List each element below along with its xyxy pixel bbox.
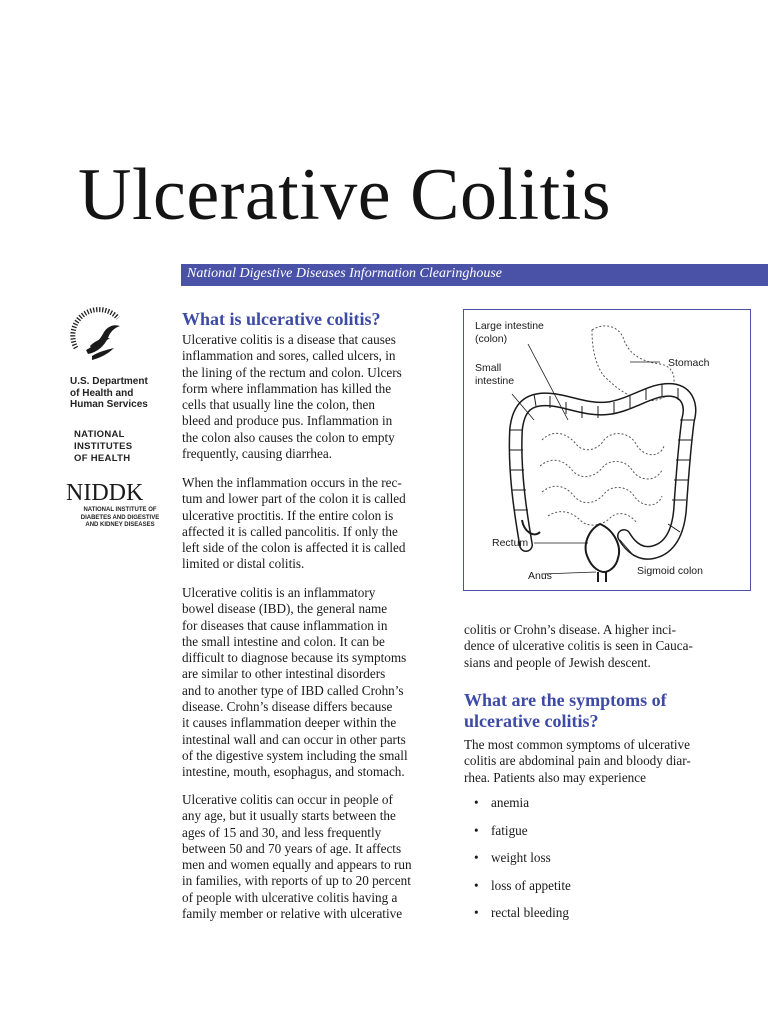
label-large-intestine: Large intestine (colon) (475, 320, 544, 345)
label-rectum: Rectum (492, 537, 529, 549)
label-stomach: Stomach (668, 357, 710, 369)
list-item: • rectal bleeding (474, 905, 569, 921)
list-item: • loss of appetite (474, 877, 571, 893)
paragraph-ibd: Ulcerative colitis is an inflammatory bowel disease (IBD), the general name for diseases that cause inflammation in the small intestine and colon. It can be difficult to diagnose because its symptoms are similar to other intestinal disorders and to another type of IBD called Crohn’s disease. Crohn’s disease differs because it causes inflammation deeper within the intestinal wall and can occur in other parts of the digestive system including the small intestine, mouth, esophagus, and stomach. (182, 585, 408, 780)
paragraph-symptoms-intro: The most common symptoms of ulcerative colitis are abdominal pain and bloody diar- rhea. Patients also may experience (464, 737, 691, 785)
banner-text: National Digestive Diseases Information Clearinghouse (187, 266, 502, 281)
list-item: • fatigue (474, 822, 528, 838)
hhs-seal-icon (66, 306, 130, 370)
niddk-logo: NIDDK (66, 480, 144, 506)
list-item: • weight loss (474, 850, 551, 866)
page-title: Ulcerative Colitis (78, 154, 612, 236)
paragraph-definition: Ulcerative colitis is a disease that causes inflammation and sores, called ulcers, in the lining of the rectum and colon. Ulcers form where inflammation has killed the cells that usually line the colon, then bleed and produce pus. Inflammation in the colon also causes the colon to empty frequently, causing diarrhea. (182, 332, 402, 462)
label-small-intestine: Small intestine (475, 362, 515, 387)
label-sigmoid-colon: Sigmoid colon (637, 565, 703, 577)
niddk-name: NATIONAL INSTITUTE OF DIABETES AND DIGESTIVE AND KIDNEY DISEASES (80, 507, 160, 528)
clearinghouse-banner (181, 264, 768, 286)
label-anus: Anus (528, 570, 552, 582)
list-item: • anemia (474, 795, 530, 810)
paragraph-types: When the inflammation occurs in the rec- tum and lower part of the colon it is called ulcerative proctitis. If the entire colon is affected it is called pancolitis. If only the left side of the colon is affected it is called limited or distal colitis. (182, 475, 406, 572)
paragraph-occurrence: Ulcerative colitis can occur in people of any age, but it usually starts between the ages of 15 and 30, and less frequently between 50 and 70 years of age. It affects men and women equally and appears to run in families, with reports of up to 20 percent of people with ulcerative colitis having a family member or relative with ulcerative (182, 792, 412, 922)
nih-name: NATIONAL INSTITUTES OF HEALTH (74, 429, 133, 464)
digestive-system-diagram (463, 309, 751, 591)
symptom-list (474, 795, 571, 933)
paragraph-incidence: colitis or Crohn’s disease. A higher inci- dence of ulcerative colitis is seen in Cauca- sians and people of Jewish descent. (464, 622, 693, 670)
section-heading-what-is: What is ulcerative colitis? (182, 309, 381, 329)
section-heading-symptoms: What are the symptoms of ulcerative colitis? (464, 690, 667, 731)
hhs-name: U.S. Department of Health and Human Services (70, 376, 148, 410)
